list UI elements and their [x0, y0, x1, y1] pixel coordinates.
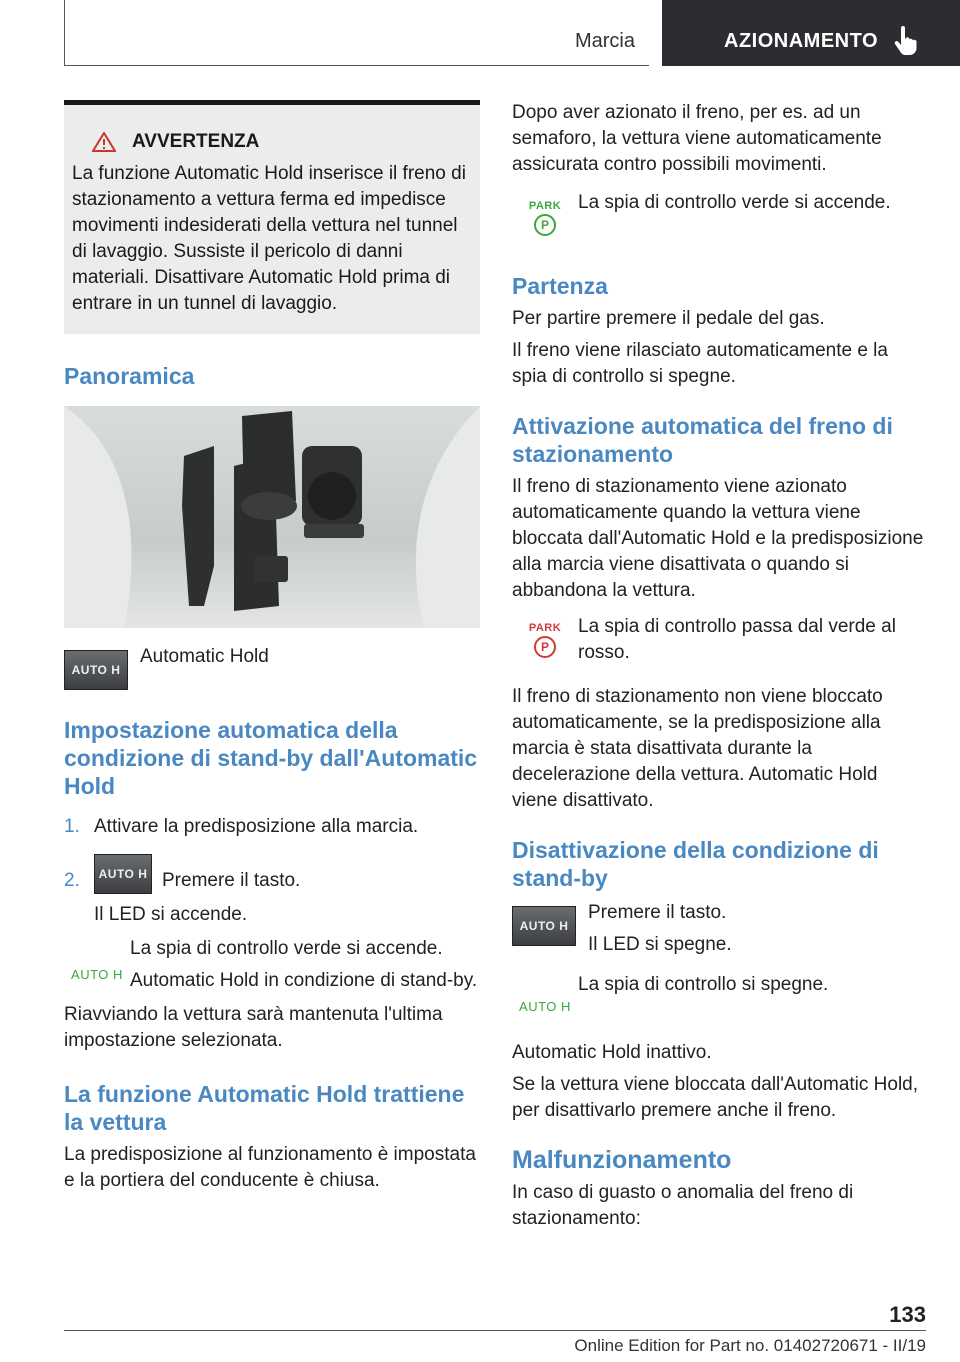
warning-text: La funzione Automatic Hold inserisce il freno di stazionamento a vettura ferma ed impedisce movimenti indesiderati della vettura nel tunnel di lavaggio. Sussiste il pericolo di danni materiali. Disattivare Automatic Hold prima di entrare in un tunnel di lavaggio.	[72, 163, 466, 314]
park-indicator-green: PARK P	[525, 200, 565, 250]
park-red-text: La spia di controllo passa dal verde al rosso.	[578, 616, 896, 663]
page-header	[0, 0, 960, 66]
heading-impostazione: Impostazione automatica della condizione di stand-by dall'Automatic Hold	[64, 717, 478, 799]
park-indicator-red: PARK P	[525, 622, 565, 672]
auto-h-button-row	[64, 646, 480, 690]
step-2-text: Premere il tasto.	[162, 870, 301, 891]
dis-indicator-row	[512, 972, 926, 1016]
indicator-text-1: La spia di controllo verde si accende.	[130, 938, 443, 959]
step-2	[64, 854, 480, 894]
heading-attivazione: Attivazione automatica del freno di stazionamento	[512, 413, 893, 467]
dis-blocked-text: Se la vettura viene bloccata dall'Automatic Hold, per disattivarlo premere anche il freno.	[512, 1074, 919, 1121]
right-column	[512, 100, 926, 1232]
header-section-title: Marcia	[574, 30, 635, 52]
auto-h-indicator-row	[64, 936, 480, 994]
dis-led-text: Il LED si spegne.	[588, 934, 732, 955]
auto-h-button-image-right: AUTO H	[512, 906, 576, 946]
restart-text: Riavviando la vettura sarà mantenuta l'ultima impostazione selezionata.	[64, 1004, 443, 1051]
dis-inactive-text: Automatic Hold inattivo.	[512, 1042, 712, 1063]
center-console-illustration	[64, 406, 480, 628]
indicator-text-2: Automatic Hold in condizione di stand-by.	[130, 970, 478, 991]
led-on-text: Il LED si accende.	[94, 904, 248, 925]
auto-h-button-image: AUTO H	[64, 650, 128, 690]
dis-indicator-text: La spia di controllo si spegne.	[578, 974, 829, 995]
heading-panoramica: Panoramica	[64, 363, 195, 389]
warning-triangle-icon	[92, 132, 116, 152]
disattivazione-button-row	[512, 902, 926, 958]
page-number: 133	[889, 1302, 926, 1327]
footer-divider	[64, 1330, 926, 1331]
park-green-row	[512, 190, 926, 250]
header-section-tab	[64, 0, 649, 66]
attivazione-text: Il freno di stazionamento viene azionato automaticamente quando la vettura viene bloccata dall'Automatic Hold e la predisposizione alla marcia viene disattivata o quando si abbandona la vettura.	[512, 476, 924, 601]
intro-text: Dopo aver azionato il freno, per es. ad un semaforo, la vettura viene automaticamente assicurata contro possibili movimenti.	[512, 102, 882, 175]
auto-h-button-image-small: AUTO H	[94, 854, 152, 894]
left-column	[64, 100, 480, 1194]
park-red-row	[512, 614, 926, 672]
auto-h-caption: Automatic Hold	[140, 646, 269, 667]
footer-edition: Online Edition for Part no. 01402720671 - II/19	[574, 1336, 926, 1355]
partenza-text-2: Il freno viene rilasciato automaticamente e la spia di controllo si spegne.	[512, 340, 888, 387]
heading-malfunzionamento: Malfunzionamento	[512, 1146, 732, 1174]
non-bloccato-text: Il freno di stazionamento non viene bloccato automaticamente, se la predisposizione alla marcia è stata disattivata durante la decelerazione della vettura. Automatic Hold viene disattivato.	[512, 686, 883, 811]
hand-pointer-icon	[892, 26, 918, 56]
step-2-number: 2.	[64, 870, 80, 891]
auto-h-indicator-green: AUTO H	[71, 967, 123, 982]
console-photo	[64, 406, 480, 628]
malf-text: In caso di guasto o anomalia del freno di stazionamento:	[512, 1182, 854, 1229]
warning-box	[64, 100, 480, 334]
warning-heading	[72, 131, 472, 153]
step-1	[64, 814, 480, 840]
heading-disattivazione: Disattivazione della condizione di stand-by	[512, 837, 879, 891]
header-chapter-tab	[662, 0, 960, 66]
heading-trattiene: La funzione Automatic Hold trattiene la vettura	[64, 1081, 465, 1135]
step-1-text: Attivare la predisposizione alla marcia.	[94, 816, 419, 837]
header-chapter-title: AZIONAMENTO	[724, 30, 879, 52]
partenza-text-1: Per partire premere il pedale del gas.	[512, 308, 825, 329]
park-green-text: La spia di controllo verde si accende.	[578, 192, 891, 213]
warning-title: AVVERTENZA	[132, 131, 260, 152]
heading-partenza: Partenza	[512, 273, 608, 299]
trattiene-text: La predisposizione al funzionamento è impostata e la portiera del conducente è chiusa.	[64, 1144, 476, 1191]
dis-press-text: Premere il tasto.	[588, 902, 727, 923]
step-1-number: 1.	[64, 816, 80, 837]
auto-h-indicator-off: AUTO H	[519, 999, 571, 1014]
